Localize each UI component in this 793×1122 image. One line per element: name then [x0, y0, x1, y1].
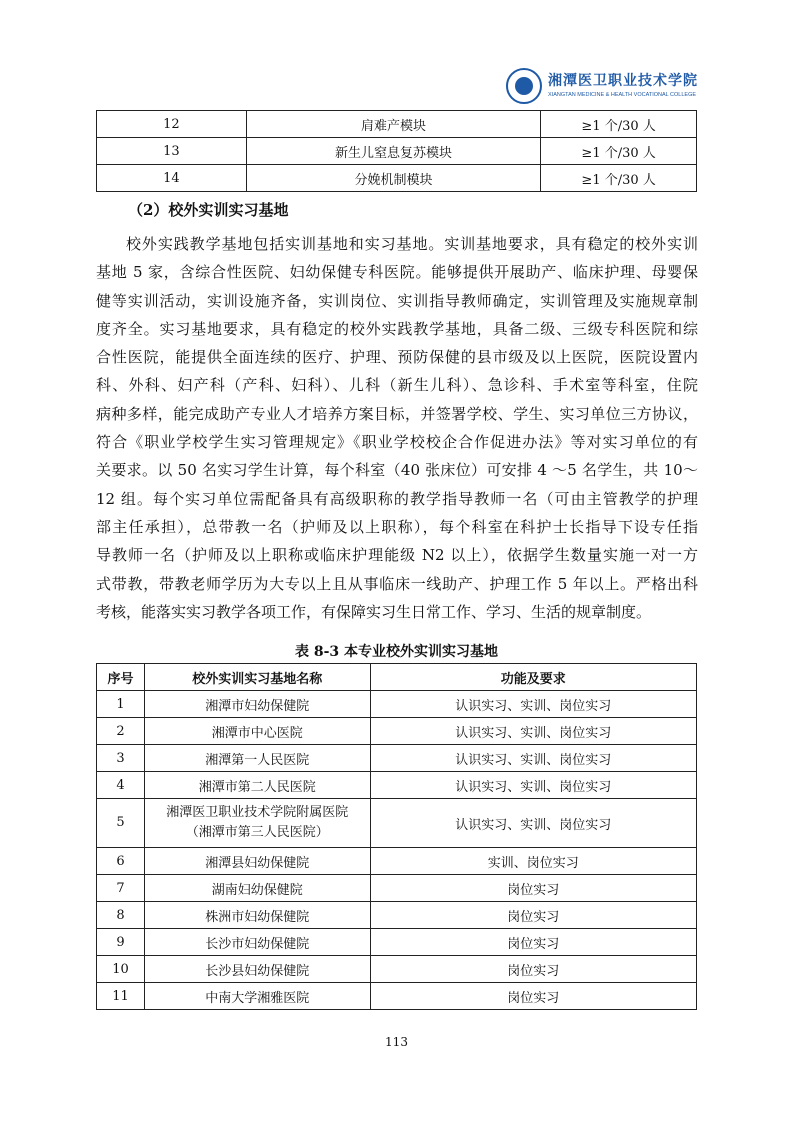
base-function: 岗位实习: [370, 875, 696, 902]
table-header-row: [97, 664, 697, 691]
table-row: [97, 799, 697, 848]
base-name-subline: （湘潭市第三人民医院）: [185, 825, 329, 840]
base-name: 株洲市妇幼保健院: [144, 902, 370, 929]
row-number: 5: [97, 799, 145, 848]
logo-emblem-icon: [506, 68, 542, 104]
page-number: 113: [385, 1035, 408, 1049]
table-row: [97, 111, 697, 138]
base-name: 长沙县妇幼保健院: [144, 956, 370, 983]
base-name: [144, 799, 370, 848]
paragraph-line: 部主任承担），总带教一名（护师及以上职称），每个科室在科护士长指导下设专任指: [96, 517, 698, 536]
logo-english-name: XIANGTAN MEDICINE & HEALTH VOCATIONAL COLLEGE: [548, 92, 697, 98]
base-function: 实训、岗位实习: [370, 848, 696, 875]
module-ratio: ≥1 个/30 人: [541, 111, 697, 138]
header-no: 序号: [97, 664, 145, 691]
paragraph-line: 12 组。每个实习单位需配备具有高级职称的教学指导教师一名（可由主管教学的护理: [96, 489, 698, 508]
row-number: 10: [97, 956, 145, 983]
base-name: 长沙市妇幼保健院: [144, 929, 370, 956]
base-function: 岗位实习: [370, 983, 696, 1010]
paragraph-line: 考核，能落实实习教学各项工作，有保障实习生日常工作、学习、生活的规章制度。: [96, 602, 652, 621]
paragraph-line: 式带教，带教老师学历为大专以上且从事临床一线助产、护理工作 5 年以上。严格出科: [96, 574, 698, 593]
table-row: [97, 772, 697, 799]
base-name: 湖南妇幼保健院: [144, 875, 370, 902]
row-number: 14: [97, 165, 247, 192]
module-ratio: ≥1 个/30 人: [541, 138, 697, 165]
logo-chinese-name: 湘潭医卫职业技术学院: [548, 73, 698, 89]
row-number: 4: [97, 772, 145, 799]
training-module-table-continued: [96, 110, 697, 192]
row-number: 13: [97, 138, 247, 165]
row-number: 3: [97, 745, 145, 772]
table-row: [97, 745, 697, 772]
module-ratio: ≥1 个/30 人: [541, 165, 697, 192]
paragraph-line: 符合《职业学校学生实习管理规定》《职业学校校企合作促进办法》等对实习单位的有: [96, 433, 698, 452]
paragraph-line: 基地 5 家，含综合性医院、妇幼保健专科医院。能够提供开展助产、临床护理、母婴保: [96, 263, 698, 282]
header-function: 功能及要求: [370, 664, 696, 691]
row-number: 7: [97, 875, 145, 902]
table-row: [97, 902, 697, 929]
table-row: [97, 956, 697, 983]
paragraph-line: 合性医院，能提供全面连续的医疗、护理、预防保健的县市级及以上医院，医院设置内: [96, 348, 698, 367]
module-name: 分娩机制模块: [246, 165, 540, 192]
college-logo: [506, 66, 696, 106]
paragraph-line: 度齐全。实习基地要求，具有稳定的校外实践教学基地，具备二级、三级专科医院和综: [96, 319, 698, 338]
table-row: [97, 165, 697, 192]
base-name: 中南大学湘雅医院: [144, 983, 370, 1010]
row-number: 11: [97, 983, 145, 1010]
base-name: 湘潭县妇幼保健院: [144, 848, 370, 875]
paragraph-line: 关要求。以 50 名实习学生计算，每个科室（40 张床位）可安排 4 ～5 名学生，共 10～: [96, 461, 698, 480]
table-row: [97, 983, 697, 1010]
header-name: 校外实训实习基地名称: [144, 664, 370, 691]
paragraph-line: 科、外科、妇产科（产科、妇科）、儿科（新生儿科）、急诊科、手术室等科室，住院: [96, 376, 698, 395]
table-row: [97, 848, 697, 875]
base-name: 湘潭市中心医院: [144, 718, 370, 745]
row-number: 6: [97, 848, 145, 875]
row-number: 12: [97, 111, 247, 138]
paragraph-line: 导教师一名（护师及以上职称或临床护理能级 N2 以上），依据学生数量实施一对一方: [96, 546, 698, 565]
paragraph-line: 校外实践教学基地包括实训基地和实习基地。实训基地要求，具有稳定的校外实训: [126, 235, 698, 253]
base-function: 认识实习、实训、岗位实习: [370, 745, 696, 772]
body-paragraph: [96, 230, 698, 626]
table-row: [97, 875, 697, 902]
row-number: 8: [97, 902, 145, 929]
base-function: 岗位实习: [370, 956, 696, 983]
paragraph-line: 健等实训活动，实训设施齐备，实训岗位、实训指导教师确定，实训管理及实施规章制: [96, 291, 698, 310]
paragraph-line: 病种多样，能完成助产专业人才培养方案目标，并签署学校、学生、实习单位三方协议，: [96, 404, 698, 423]
row-number: 9: [97, 929, 145, 956]
table-row: [97, 691, 697, 718]
row-number: 1: [97, 691, 145, 718]
page-header: [96, 66, 696, 111]
table-row: [97, 138, 697, 165]
module-name: 新生儿窒息复苏模块: [246, 138, 540, 165]
base-function: 认识实习、实训、岗位实习: [370, 799, 696, 848]
base-function: 认识实习、实训、岗位实习: [370, 718, 696, 745]
base-name: 湘潭第一人民医院: [144, 745, 370, 772]
base-function: 岗位实习: [370, 902, 696, 929]
base-function: 认识实习、实训、岗位实习: [370, 691, 696, 718]
table-caption: 表 8-3 本专业校外实训实习基地: [294, 644, 499, 660]
module-name: 肩难产模块: [246, 111, 540, 138]
section-heading: （2）校外实训实习基地: [128, 201, 289, 219]
base-name: 湘潭市妇幼保健院: [144, 691, 370, 718]
base-function: 岗位实习: [370, 929, 696, 956]
row-number: 2: [97, 718, 145, 745]
base-name-line: 湘潭医卫职业技术学院附属医院: [166, 805, 349, 820]
table-row: [97, 718, 697, 745]
off-campus-base-table: [96, 663, 697, 1010]
base-name: 湘潭市第二人民医院: [144, 772, 370, 799]
table-row: [97, 929, 697, 956]
base-function: 认识实习、实训、岗位实习: [370, 772, 696, 799]
